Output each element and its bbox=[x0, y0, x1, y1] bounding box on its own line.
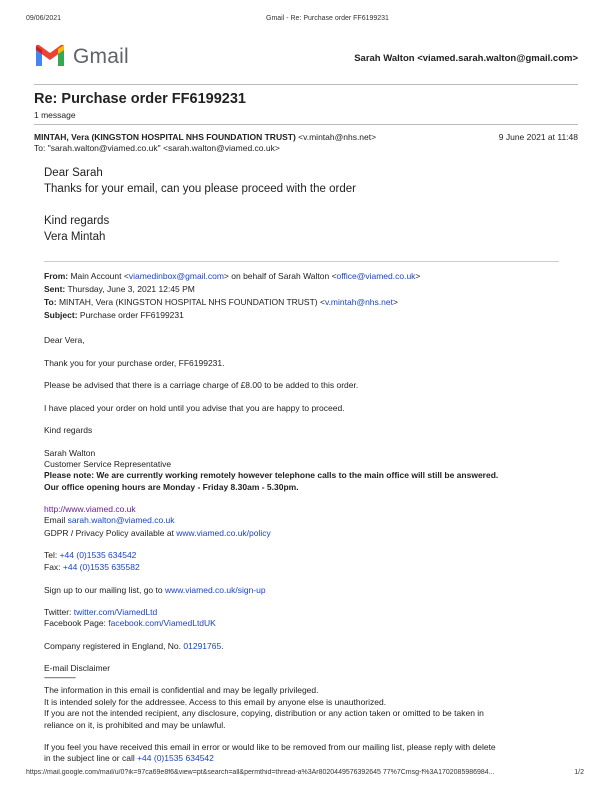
quoted-to: To: MINTAH, Vera (KINGSTON HOSPITAL NHS FOUNDATION TRUST) <v.mintah@nhs.net> bbox=[44, 297, 398, 307]
print-date: 09/06/2021 bbox=[26, 15, 62, 22]
quote-divider bbox=[44, 261, 559, 262]
office-hours: Our office opening hours are Monday - Friday 8.30am - 5.30pm. bbox=[44, 482, 299, 492]
facebook-link[interactable]: facebook.com/ViamedLtdUK bbox=[108, 618, 216, 628]
disclaimer-line: reliance on it, is prohibited and may be unlawful. bbox=[44, 720, 226, 730]
gmail-wordmark: Gmail bbox=[73, 45, 129, 68]
quoted-paragraph: Please be advised that there is a carriage charge of £8.00 to be added to this order. bbox=[44, 380, 359, 390]
office-note: Please note: We are currently working remotely however telephone calls to the main office will still be answered. bbox=[44, 470, 499, 480]
twitter-line: Twitter: twitter.com/ViamedLtd bbox=[44, 607, 158, 617]
gmail-logo-icon bbox=[34, 44, 66, 73]
disclaimer-line: If you feel you have received this email in error or would like to be removed from our mailing list, please reply with delete bbox=[44, 742, 496, 752]
signature-name: Sarah Walton bbox=[44, 448, 96, 458]
print-url: https://mail.google.com/mail/u/0?ik=97ca69e8f6&view=pt&search=all&permthid=thread-a%3Ar8020449576392645 77%7Cmsg-f%3A1702085986984... bbox=[26, 769, 495, 776]
link-office[interactable]: office@viamed.co.uk bbox=[336, 271, 416, 281]
disclaimer-tel-link[interactable]: +44 (0)1535 634542 bbox=[137, 753, 214, 763]
gdpr-line: GDPR / Privacy Policy available at www.viamed.co.uk/policy bbox=[44, 528, 271, 538]
sender-name: MINTAH, Vera (KINGSTON HOSPITAL NHS FOUNDATION TRUST) bbox=[34, 132, 296, 142]
disclaimer-title: E-mail Disclaimer bbox=[44, 663, 111, 673]
quoted-paragraph: I have placed your order on hold until you advise that you are happy to proceed. bbox=[44, 403, 345, 413]
disclaimer-line: in the subject line or call +44 (0)1535 634542 bbox=[44, 753, 214, 763]
body-line: Kind regards bbox=[44, 215, 110, 227]
sender-email[interactable]: <v.mintah@nhs.net> bbox=[298, 132, 377, 142]
thread-subject: Re: Purchase order FF6199231 bbox=[34, 91, 246, 107]
print-title: Gmail - Re: Purchase order FF6199231 bbox=[266, 15, 389, 22]
fax-line: Fax: +44 (0)1535 635582 bbox=[44, 562, 140, 572]
body-line: Dear Sarah bbox=[44, 167, 103, 179]
disclaimer-rule: ----------------- bbox=[44, 672, 76, 682]
tel-line: Tel: +44 (0)1535 634542 bbox=[44, 550, 137, 560]
link-viamedinbox[interactable]: viamedinbox@gmail.com bbox=[128, 271, 224, 281]
signature-role: Customer Service Representative bbox=[44, 459, 172, 469]
account-label: Sarah Walton <viamed.sarah.walton@gmail.com> bbox=[354, 53, 578, 64]
company-line: Company registered in England, No. 01291765. bbox=[44, 641, 224, 651]
message-to: To: "sarah.walton@viamed.co.uk" <sarah.walton@viamed.co.uk> bbox=[34, 143, 280, 153]
message-count: 1 message bbox=[34, 110, 76, 120]
tel-link[interactable]: +44 (0)1535 634542 bbox=[59, 550, 137, 560]
signup-link[interactable]: www.viamed.co.uk/sign-up bbox=[164, 585, 266, 595]
message-sender bbox=[34, 132, 376, 142]
website-link[interactable]: http://www.viamed.co.uk bbox=[44, 504, 136, 514]
disclaimer-line: It is intended solely for the addressee. Access to this email by anyone else is unauthorized. bbox=[44, 697, 387, 707]
facebook-line: Facebook Page: facebook.com/ViamedLtdUK bbox=[44, 618, 216, 628]
body-line: Vera Mintah bbox=[44, 231, 106, 243]
disclaimer-line: The information in this email is confidential and may be legally privileged. bbox=[44, 685, 319, 695]
body-line: Thanks for your email, can you please proceed with the order bbox=[44, 183, 356, 195]
thread-divider bbox=[34, 124, 578, 125]
quoted-from: From: Main Account <viamedinbox@gmail.com> on behalf of Sarah Walton <office@viamed.co.uk> bbox=[44, 271, 421, 281]
policy-link[interactable]: www.viamed.co.uk/policy bbox=[176, 528, 271, 538]
quoted-sent: Sent: Thursday, June 3, 2021 12:45 PM bbox=[44, 284, 195, 294]
quoted-paragraph: Kind regards bbox=[44, 425, 93, 435]
twitter-link[interactable]: twitter.com/ViamedLtd bbox=[73, 607, 158, 617]
message-date: 9 June 2021 at 11:48 bbox=[498, 132, 578, 142]
quoted-subject: Subject: Purchase order FF6199231 bbox=[44, 310, 184, 320]
signup-line: Sign up to our mailing list, go to www.viamed.co.uk/sign-up bbox=[44, 585, 266, 595]
company-number-link[interactable]: 01291765 bbox=[183, 641, 222, 651]
quoted-greeting: Dear Vera, bbox=[44, 335, 85, 345]
disclaimer-line: If you are not the intended recipient, any disclosure, copying, distribution or any action taken or omitted to be taken in bbox=[44, 708, 484, 718]
fax-link[interactable]: +44 (0)1535 635582 bbox=[62, 562, 140, 572]
header-divider bbox=[34, 84, 578, 85]
email-line: Email sarah.walton@viamed.co.uk bbox=[44, 515, 175, 525]
email-link[interactable]: sarah.walton@viamed.co.uk bbox=[67, 515, 175, 525]
quoted-paragraph: Thank you for your purchase order, FF6199231. bbox=[44, 358, 225, 368]
page-number: 1/2 bbox=[574, 769, 584, 776]
link-vmintah[interactable]: v.mintah@nhs.net bbox=[324, 297, 393, 307]
